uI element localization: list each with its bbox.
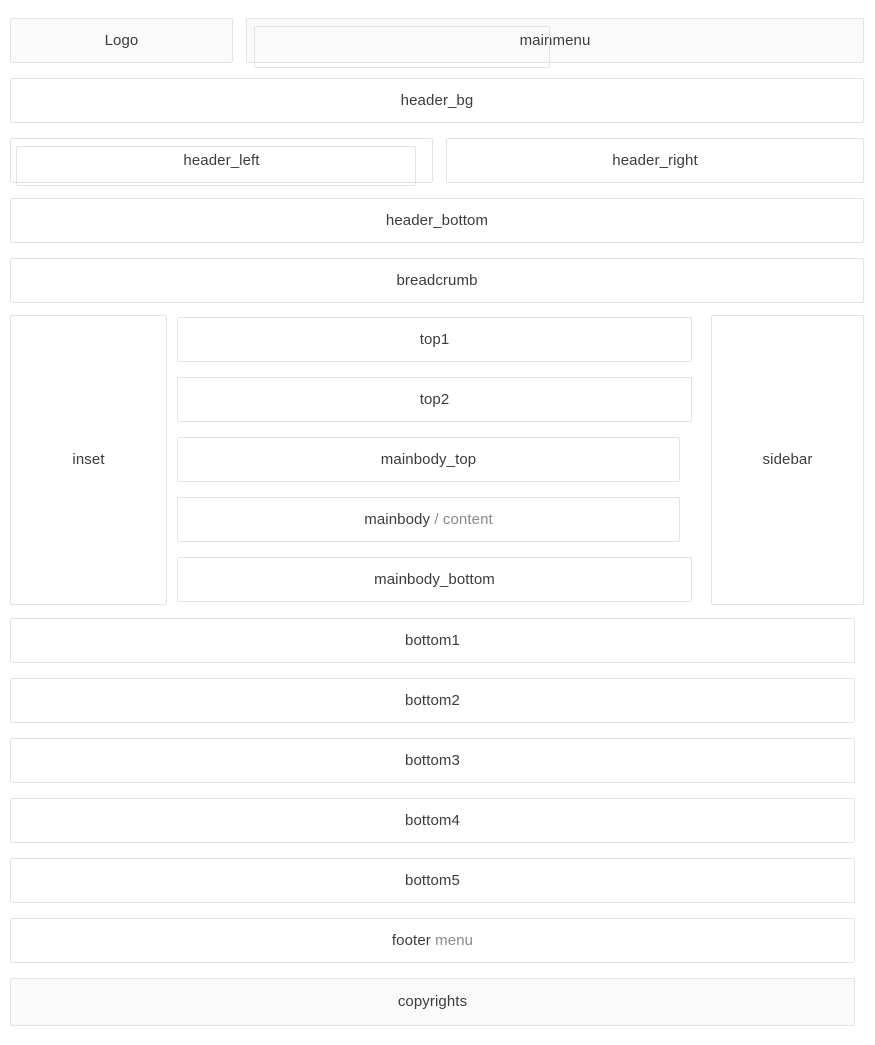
block-footer-menu <box>10 918 855 963</box>
block-mainbody-content <box>177 497 680 542</box>
block-label: bottom4 <box>405 811 460 829</box>
block-label: header_bottom <box>385 211 489 229</box>
block-mainbody-bottom <box>177 557 692 602</box>
block-label: sidebar <box>762 451 813 468</box>
block-label: header_bg <box>400 91 474 109</box>
block-header-bottom <box>10 198 864 243</box>
block-label <box>364 511 493 529</box>
block-label: bottom2 <box>405 691 460 709</box>
block-bottom5 <box>10 858 855 903</box>
block-copyrights <box>10 978 855 1026</box>
mainbody-label-sep: / <box>430 510 443 528</box>
block-bottom2 <box>10 678 855 723</box>
block-label: bottom3 <box>405 751 460 769</box>
block-logo <box>10 18 233 63</box>
block-header-left-inner <box>16 146 416 186</box>
block-label: mainmenu <box>519 31 591 49</box>
footer-label-alt: menu <box>435 931 474 949</box>
block-header-right <box>446 138 864 183</box>
block-label: bottom1 <box>405 631 460 649</box>
block-label: bottom5 <box>405 871 460 889</box>
block-label: Logo <box>104 31 139 49</box>
block-label: breadcrumb <box>396 271 478 289</box>
block-label <box>392 932 473 950</box>
block-top2 <box>177 377 692 422</box>
block-top1 <box>177 317 692 362</box>
block-label: inset <box>72 451 105 468</box>
block-label: header_left <box>183 151 260 169</box>
block-bottom3 <box>10 738 855 783</box>
block-bottom4 <box>10 798 855 843</box>
mainbody-label-main: mainbody <box>364 510 431 528</box>
mainbody-label-alt: content <box>442 510 493 528</box>
block-label: mainbody_top <box>380 450 477 468</box>
block-label: header_right <box>612 151 698 169</box>
block-inset <box>10 315 167 605</box>
block-breadcrumb <box>10 258 864 303</box>
block-label: copyrights <box>397 993 468 1010</box>
block-label: top1 <box>419 330 450 348</box>
block-sidebar <box>711 315 864 605</box>
block-header-bg <box>10 78 864 123</box>
block-mainbody-top <box>177 437 680 482</box>
block-label: top2 <box>419 390 450 408</box>
block-mainmenu-sub <box>254 26 550 68</box>
block-label: mainbody_bottom <box>374 570 495 588</box>
footer-label-main: footer <box>391 931 431 949</box>
block-bottom1 <box>10 618 855 663</box>
